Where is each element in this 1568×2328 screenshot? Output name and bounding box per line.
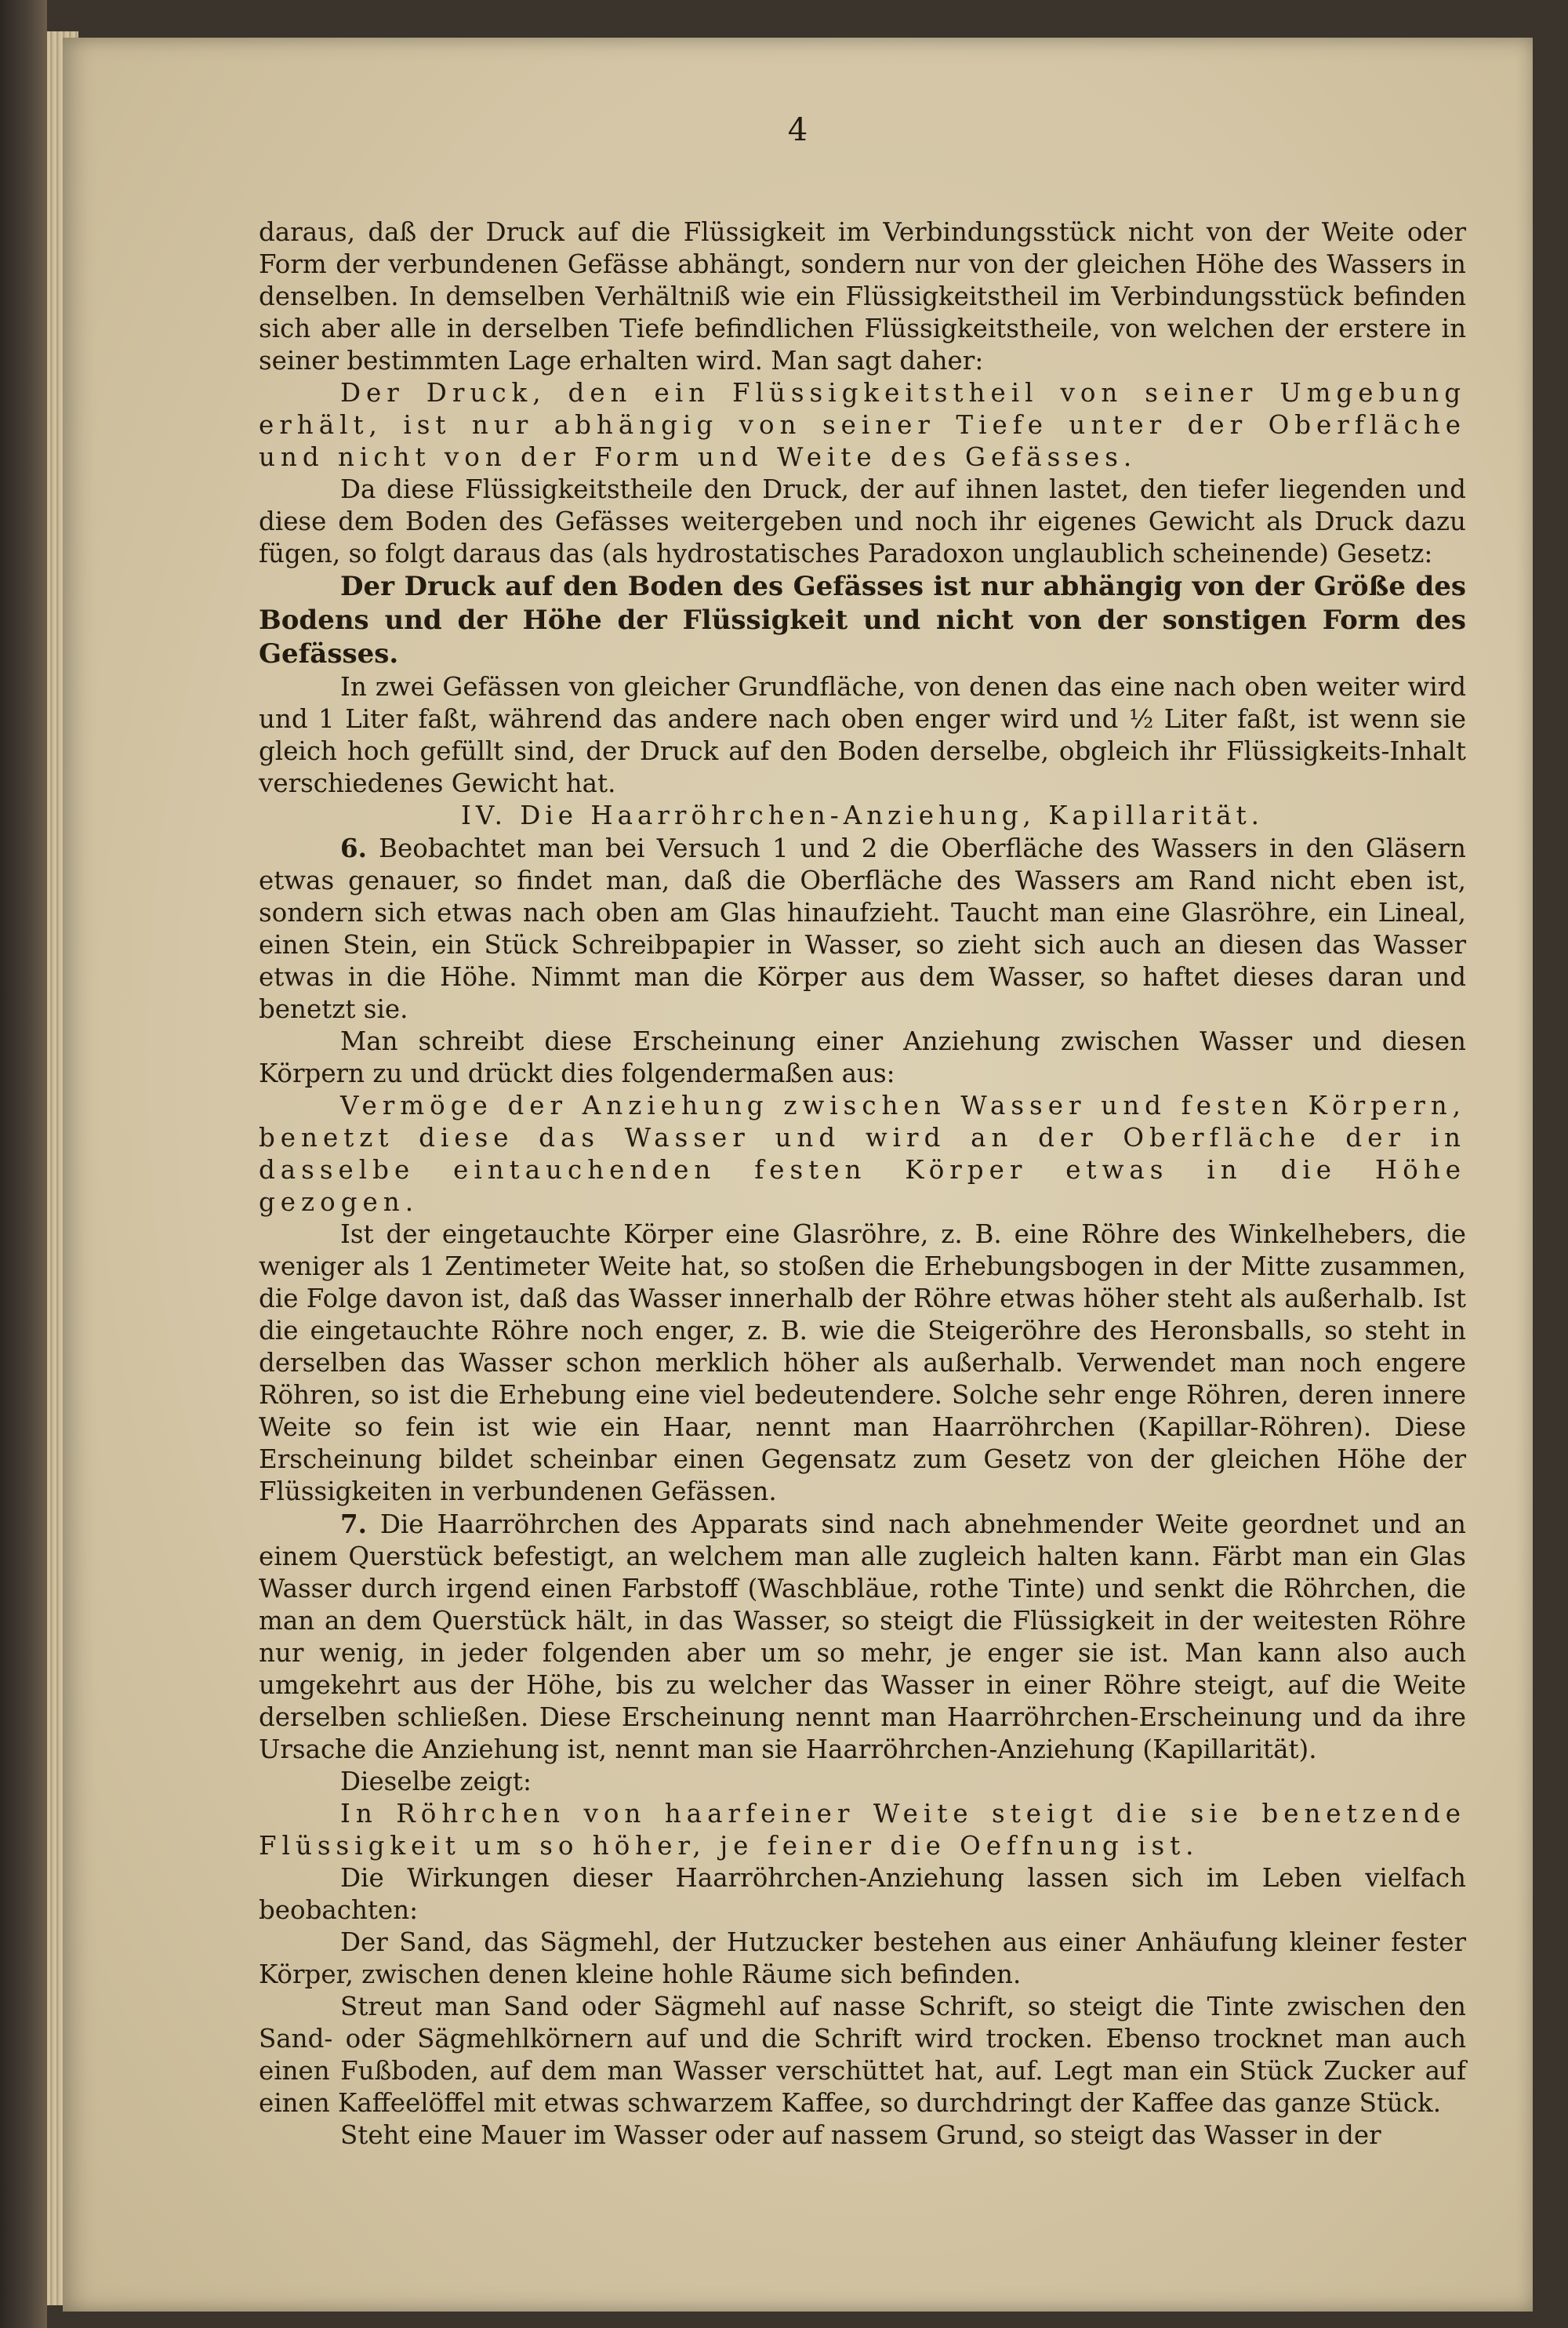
paragraph-body: Beobachtet man bei Versuch 1 und 2 die Oberfläche des Wassers in den Gläsern etwas genauer, so findet man, daß die Oberfläche des Wassers am Rand nicht eben ist, sondern sich etwas nach oben am Glas hinaufzieht. Taucht man eine Glasröhre, ein Lineal, einen Stein, ein Stück Schreibpapier in Wasser, so zieht sich auch an diesen das Wasser etwas in die Höhe. Nimmt man die Körper aus dem Wasser, so haftet dieses daran und benetzt sie. [259,834,1466,1024]
paragraph: Da diese Flüssigkeitstheile den Druck, der auf ihnen lastet, den tiefer liegenden und diese dem Boden des Gefässes weitergeben und noch ihr eigenes Gewicht als Druck dazu fügen, so folgt daraus das (als hydrostatisches Paradoxon unglaublich scheinende) Gesetz: [259,474,1466,568]
numbered-paragraph [259,832,1466,1026]
law-statement: Der Druck, den ein Flüssigkeitstheil von seiner Umgebung erhält, ist nur abhängig von seiner Tiefe unter der Oberfläche und nicht von der Form und Weite des Gefässes. [259,378,1466,472]
page-text [259,216,1466,2152]
book-page [63,38,1533,2312]
book-spine [0,0,47,2328]
paragraph: Steht eine Mauer im Wasser oder auf nassem Grund, so steigt das Wasser in der [340,2120,1381,2150]
paragraph: Dieselbe zeigt: [340,1767,532,1796]
numbered-paragraph [259,1508,1466,1766]
paragraph: Streut man Sand oder Sägmehl auf nasse Schrift, so steigt die Tinte zwischen den Sand- oder Sägmehlkörnern auf und die Schrift wird trocken. Ebenso trocknet man auch einen Fußboden, auf dem man Wasser verschüttet hat, auf. Legt man ein Stück Zucker auf einen Kaffeelöffel mit etwas schwarzem Kaffee, so durchdringt der Kaffee das ganze Stück. [259,1992,1466,2118]
paragraph: Die Wirkungen dieser Haarröhrchen-Anziehung lassen sich im Leben vielfach beobachten: [259,1863,1466,1925]
page-number: 4 [787,112,808,148]
law-statement-bold: Der Druck auf den Boden des Gefässes ist nur abhängig von der Größe des Bodens und der Höhe der Flüssigkeit und nicht von der sonstigen Form des Gefässes. [259,571,1466,670]
paragraph: Man schreibt diese Erscheinung einer Anziehung zwischen Wasser und diesen Körpern zu und drückt dies folgendermaßen aus: [259,1026,1466,1088]
law-statement: In Röhrchen von haarfeiner Weite steigt die sie benetzende Flüssigkeit um so höher, je feiner die Oeffnung ist. [259,1799,1466,1861]
paragraph: Ist der eingetauchte Körper eine Glasröhre, z. B. eine Röhre des Winkelhebers, die weniger als 1 Zentimeter Weite hat, so stoßen die Erhebungsbogen in der Mitte zusammen, die Folge davon ist, daß das Wasser innerhalb der Röhre etwas höher steht als außerhalb. Ist die eingetauchte Röhre noch enger, z. B. wie die Steigeröhre des Heronsballs, so steht in derselben das Wasser schon merklich höher als außerhalb. Verwendet man noch engere Röhren, so ist die Erhebung eine viel bedeutendere. Solche sehr enge Röhren, deren innere Weite so fein ist wie ein Haar, nennt man Haarröhrchen (Kapillar-Röhren). Diese Erscheinung bildet scheinbar einen Gegensatz zum Gesetz von der gleichen Höhe der Flüssigkeiten in verbundenen Gefässen. [259,1219,1466,1506]
paragraph: daraus, daß der Druck auf die Flüssigkeit im Verbindungsstück nicht von der Weite oder Form der verbundenen Gefässe abhängt, sondern nur von der gleichen Höhe des Wassers in denselben. In demselben Verhältniß wie ein Flüssigkeitstheil im Verbindungsstück befinden sich aber alle in derselben Tiefe befindlichen Flüssigkeitstheile, von welchen der erstere in seiner bestimmten Lage erhalten wird. Man sagt daher: [259,217,1466,376]
paragraph: Der Sand, das Sägmehl, der Hutzucker bestehen aus einer Anhäufung kleiner fester Körper, zwischen denen kleine hohle Räume sich befinden. [259,1927,1466,1989]
paragraph-number: 6. [340,833,367,863]
paragraph-body: Die Haarröhrchen des Apparats sind nach abnehmender Weite geordnet und an einem Querstück befestigt, an welchem man alle zugleich halten kann. Färbt man ein Glas Wasser durch irgend einen Farbstoff (Waschbläue, rothe Tinte) und senkt die Röhrchen, die man an dem Querstück hält, in das Wasser, so steigt die Flüssigkeit in der weitesten Röhre nur wenig, in jeder folgenden aber um so mehr, je enger sie ist. Man kann also auch umgekehrt aus der Höhe, bis zu welcher das Wasser in einer Röhre steigt, auf die Weite derselben schließen. Diese Erscheinung nennt man Haarröhrchen-Erscheinung und da ihre Ursache die Anziehung ist, nennt man sie Haarröhrchen-Anziehung (Kapillarität). [259,1509,1466,1764]
paragraph: In zwei Gefässen von gleicher Grundfläche, von denen das eine nach oben weiter wird und 1 Liter faßt, während das andere nach oben enger wird und ½ Liter faßt, ist wenn sie gleich hoch gefüllt sind, der Druck auf den Boden derselbe, obgleich ihr Flüssigkeits-Inhalt verschiedenes Gewicht hat. [259,672,1466,798]
section-heading: IV. Die Haarröhrchen-Anziehung, Kapillarität. [461,801,1264,830]
law-statement: Vermöge der Anziehung zwischen Wasser und festen Körpern, benetzt diese das Wasser und wird an der Oberfläche der in dasselbe eintauchenden festen Körper etwas in die Höhe gezogen. [259,1091,1466,1217]
paragraph-number: 7. [340,1509,367,1539]
